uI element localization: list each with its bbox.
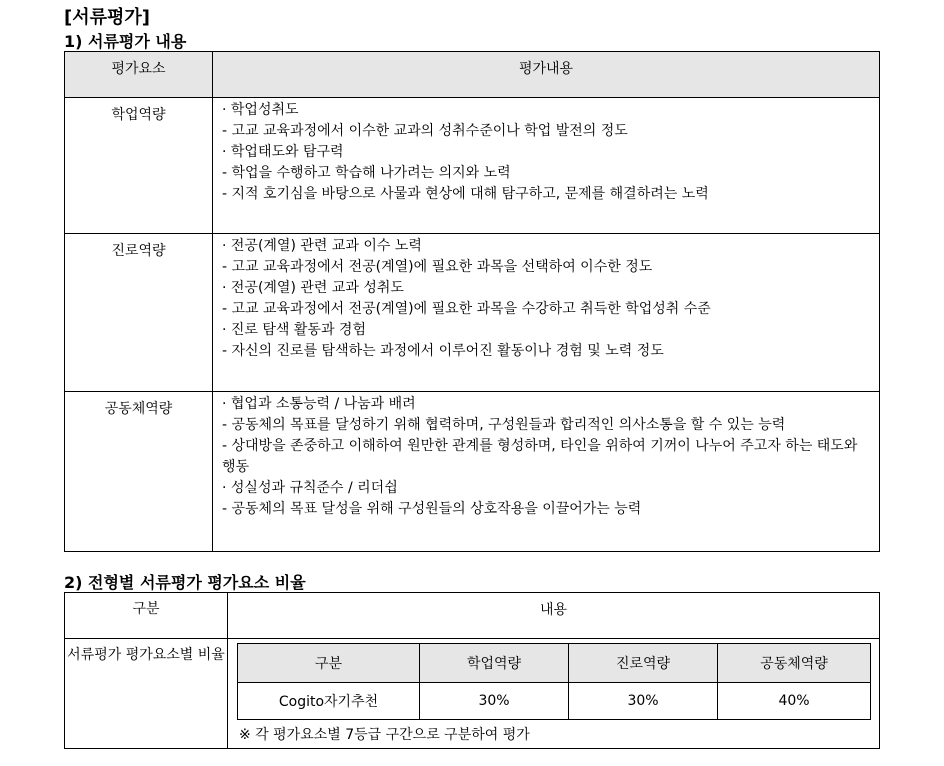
ratio-table (64, 592, 880, 749)
content-line: - 공동체의 목표 달성을 위해 구성원들의 상호작용을 이끌어가는 능력 (222, 501, 642, 517)
content-line: · 전공(계열) 관련 교과 이수 노력 (222, 238, 422, 254)
evaluation-content-table (64, 51, 880, 552)
row-element-career: 진로역량 (65, 234, 213, 392)
content-line: - 고교 교육과정에서 전공(계열)에 필요한 과목을 수강하고 취득한 학업성취 수준 (222, 301, 711, 317)
table-row (65, 392, 880, 552)
row-content (228, 639, 880, 749)
row-label: 서류평가 평가요소별 비율 (65, 639, 228, 749)
content-line: - 고교 교육과정에서 전공(계열)에 필요한 과목을 선택하여 이수한 정도 (222, 259, 653, 275)
ratio-inner-table (237, 643, 871, 720)
content-line: - 지적 호기심을 바탕으로 사물과 현상에 대해 탐구하고, 문제를 해결하려는 노력 (222, 186, 709, 202)
content-line: · 학업성취도 (222, 102, 299, 118)
content-line: - 공동체의 목표를 달성하기 위해 협력하며, 구성원들과 합리적인 의사소통을 할 수 있는 능력 (222, 417, 786, 433)
row-content-academic (213, 98, 880, 234)
grading-note: ※ 각 평가요소별 7등급 구간으로 구분하여 평가 (239, 727, 530, 743)
content-line: · 전공(계열) 관련 교과 성취도 (222, 280, 404, 296)
content-line: · 진로 탐색 활동과 경험 (222, 322, 366, 338)
content-line: - 자신의 진로를 탐색하는 과정에서 이루어진 활동이나 경험 및 노력 정도 (222, 343, 664, 359)
row-element-academic: 학업역량 (65, 98, 213, 234)
inner-header-academic: 학업역량 (420, 644, 569, 683)
header-category: 구분 (65, 593, 228, 639)
row-content-community (213, 392, 880, 552)
section2-title: 2) 전형별 서류평가 평가요소 비율 (64, 573, 306, 592)
inner-header-category: 구분 (238, 644, 420, 683)
content-line: · 학업태도와 탐구력 (222, 144, 344, 160)
inner-cell-career: 30% (569, 683, 718, 720)
table-header-row (65, 593, 880, 639)
content-line: - 고교 교육과정에서 이수한 교과의 성취수준이나 학업 발전의 정도 (222, 123, 628, 139)
inner-cell-academic: 30% (420, 683, 569, 720)
content-line: · 협업과 소통능력 / 나눔과 배려 (222, 396, 416, 412)
section1-title: 1) 서류평가 내용 (64, 32, 187, 51)
content-line: - 상대방을 존중하고 이해하여 원만한 관계를 형성하며, 타인을 위하여 기꺼이 나누어 주고자 하는 태도와 행동 (222, 438, 858, 475)
row-element-community: 공동체역량 (65, 392, 213, 552)
row-content-career (213, 234, 880, 392)
table-row (65, 234, 880, 392)
inner-cell-community: 40% (718, 683, 871, 720)
inner-cell-type: Cogito자기추천 (238, 683, 420, 720)
content-line: · 성실성과 규칙준수 / 리더쉽 (222, 480, 398, 496)
header-content: 내용 (228, 593, 880, 639)
table-row (65, 639, 880, 749)
content-line: - 학업을 수행하고 학습해 나가려는 의지와 노력 (222, 165, 511, 181)
page-title: [서류평가] (64, 7, 151, 28)
table-row (238, 683, 871, 720)
table-row (65, 98, 880, 234)
inner-header-career: 진로역량 (569, 644, 718, 683)
header-content: 평가내용 (213, 52, 880, 98)
header-element: 평가요소 (65, 52, 213, 98)
inner-header-row (238, 644, 871, 683)
inner-header-community: 공동체역량 (718, 644, 871, 683)
table-header-row (65, 52, 880, 98)
